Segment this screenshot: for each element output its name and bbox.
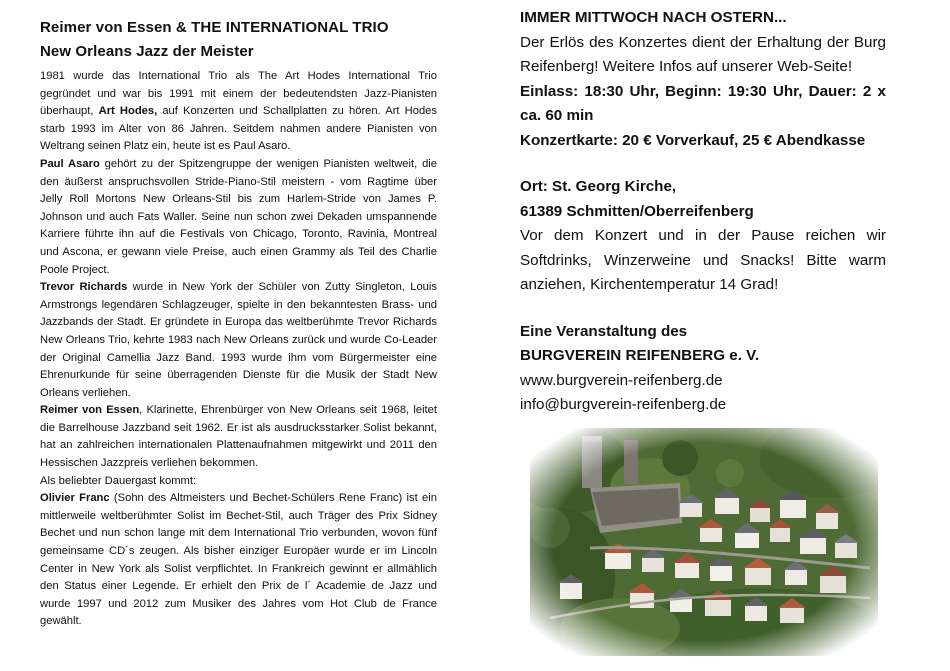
event-info: Der Erlös des Konzertes dient der Erhaltung der Burg Reifenberg! Weitere Infos auf unserer Web-Seite! <box>520 33 886 75</box>
olivier-franc-name: Olivier Franc <box>40 492 110 505</box>
left-column <box>40 16 437 631</box>
trevor-richards-name: Trevor Richards <box>40 281 128 294</box>
paragraph-history <box>40 68 437 156</box>
reimer-von-essen-name: Reimer von Essen <box>40 404 140 417</box>
venue-line-2: 61389 Schmitten/Oberreifenberg <box>520 202 754 220</box>
trevor-richards-text: wurde in New York der Schüler von Zutty Singleton, Louis Armstrongs legendären Schlagzeuger, spielte in den bekanntesten Brass- und Jazzbands der Stadt. Er gründete in Europa das weltberühmte Trevor Richards New Orleans Trio, kehrte 1983 nach New Orleans zurück und wurde Co-Leader der Original Camellia Jazz Band. 1993 wurde ihm vom Bürgermeister eine Ehrenurkunde für seine überragenden Dienste für die Musik der Stadt New Orleans verliehen. <box>40 281 437 399</box>
art-hodes-name: Art Hodes, <box>98 105 158 118</box>
paragraph-reimer-von-essen <box>40 402 437 472</box>
reimer-von-essen-text: , Klarinette, Ehrenbürger von New Orleans seit 1968, leitet die Barrelhouse Jazzband seit 1962. Er ist als ausdrucksstarker Solist bekannt, hat an zahlreichen internationalen Plattenaufnahmen mitgewirkt und 2011 den Hessischen Jazzpreis verliehen bekommen. <box>40 404 437 470</box>
history-text-rest: auf Konzerten und Schallplatten zu hören. Art Hodes starb 1993 im Alter von 86 Jahren. Seitdem nahmen andere Pianisten von Weltrang seinen Platz ein, heute ist es Paul Asaro. <box>40 105 437 153</box>
paragraph-guest-intro: Als beliebter Dauergast kommt: <box>40 474 197 487</box>
right-column <box>520 6 886 418</box>
left-body <box>40 68 437 631</box>
email-link[interactable]: info@burgverein-reifenberg.de <box>520 396 727 413</box>
event-times: Einlass: 18:30 Uhr, Beginn: 19:30 Uhr, Dauer: 2 x ca. 60 min <box>520 82 886 124</box>
website-link[interactable]: www.burgverein-reifenberg.de <box>520 371 723 389</box>
paragraph-trevor-richards <box>40 279 437 402</box>
organizer-line-1: Eine Veranstaltung des <box>520 322 688 340</box>
paul-asaro-name: Paul Asaro <box>40 157 100 170</box>
paragraph-paul-asaro <box>40 156 437 279</box>
title-line-2: New Orleans Jazz der Meister <box>40 43 254 60</box>
ticket-prices: Konzertkarte: 20 € Vorverkauf, 25 € Abendkasse <box>520 131 866 149</box>
event-heading: IMMER MITTWOCH NACH OSTERN... <box>520 9 787 26</box>
title-line-1: Reimer von Essen & THE INTERNATIONAL TRIO <box>40 19 389 36</box>
paul-asaro-text: gehört zu der Spitzengruppe der wenigen Pianisten weltweit, die den äußerst anspruchsvollen Stride-Piano-Stil meistern - vom Ragtime über Jelly Roll Mortons New Orleans-Stil bis zum Harlem-Stride von James P. Johnson und auch Fats Waller. Seine nun schon zwei Dekaden umspannende Karriere führte ihn auf die Festivals von Chicago, Toronto, Ravinia, Montreal und Ascona, er gewann viele Preise, auch einen Grammy als Teil des Charlie Poole Project. <box>40 157 438 276</box>
drinks-info: Vor dem Konzert und in der Pause reichen wir Softdrinks, Winzerweine und Snacks! Bitte warm anziehen, Kirchentemperatur 14 Grad! <box>520 227 886 293</box>
organizer-line-2: BURGVEREIN REIFENBERG e. V. <box>520 347 760 364</box>
venue-line-1: Ort: St. Georg Kirche, <box>520 178 677 195</box>
aerial-photo-burg-reifenberg <box>530 428 878 656</box>
history-text: 1981 wurde das International Trio als The Art Hodes International Trio gegründet und war bis 1991 mit einem der bedeutendsten Jazz-Pianisten überhaupt, <box>40 70 437 118</box>
olivier-franc-text: (Sohn des Altmeisters und Bechet-Schülers Rene Franc) ist ein mittlerweile weltberühmter Solist im Bechet-Stil, auch Träger des Prix Sidney Bechet und nun schon lange mit dem International Trio verbunden, wovon fünf gemeinsame CD´s zeugen. Als bisher einziger Europäer wurde er im Lincoln Center in New York als Solist verpflichtet. In Frankreich gewinnt er allmählich den Status einer Legende. Er erhielt den Prix de l´ Academie de Jazz und wurde 1997 und 2012 zum Musiker des Jahres vom Hot Club de France gewählt. <box>40 492 437 628</box>
paragraph-olivier-franc <box>40 490 437 631</box>
